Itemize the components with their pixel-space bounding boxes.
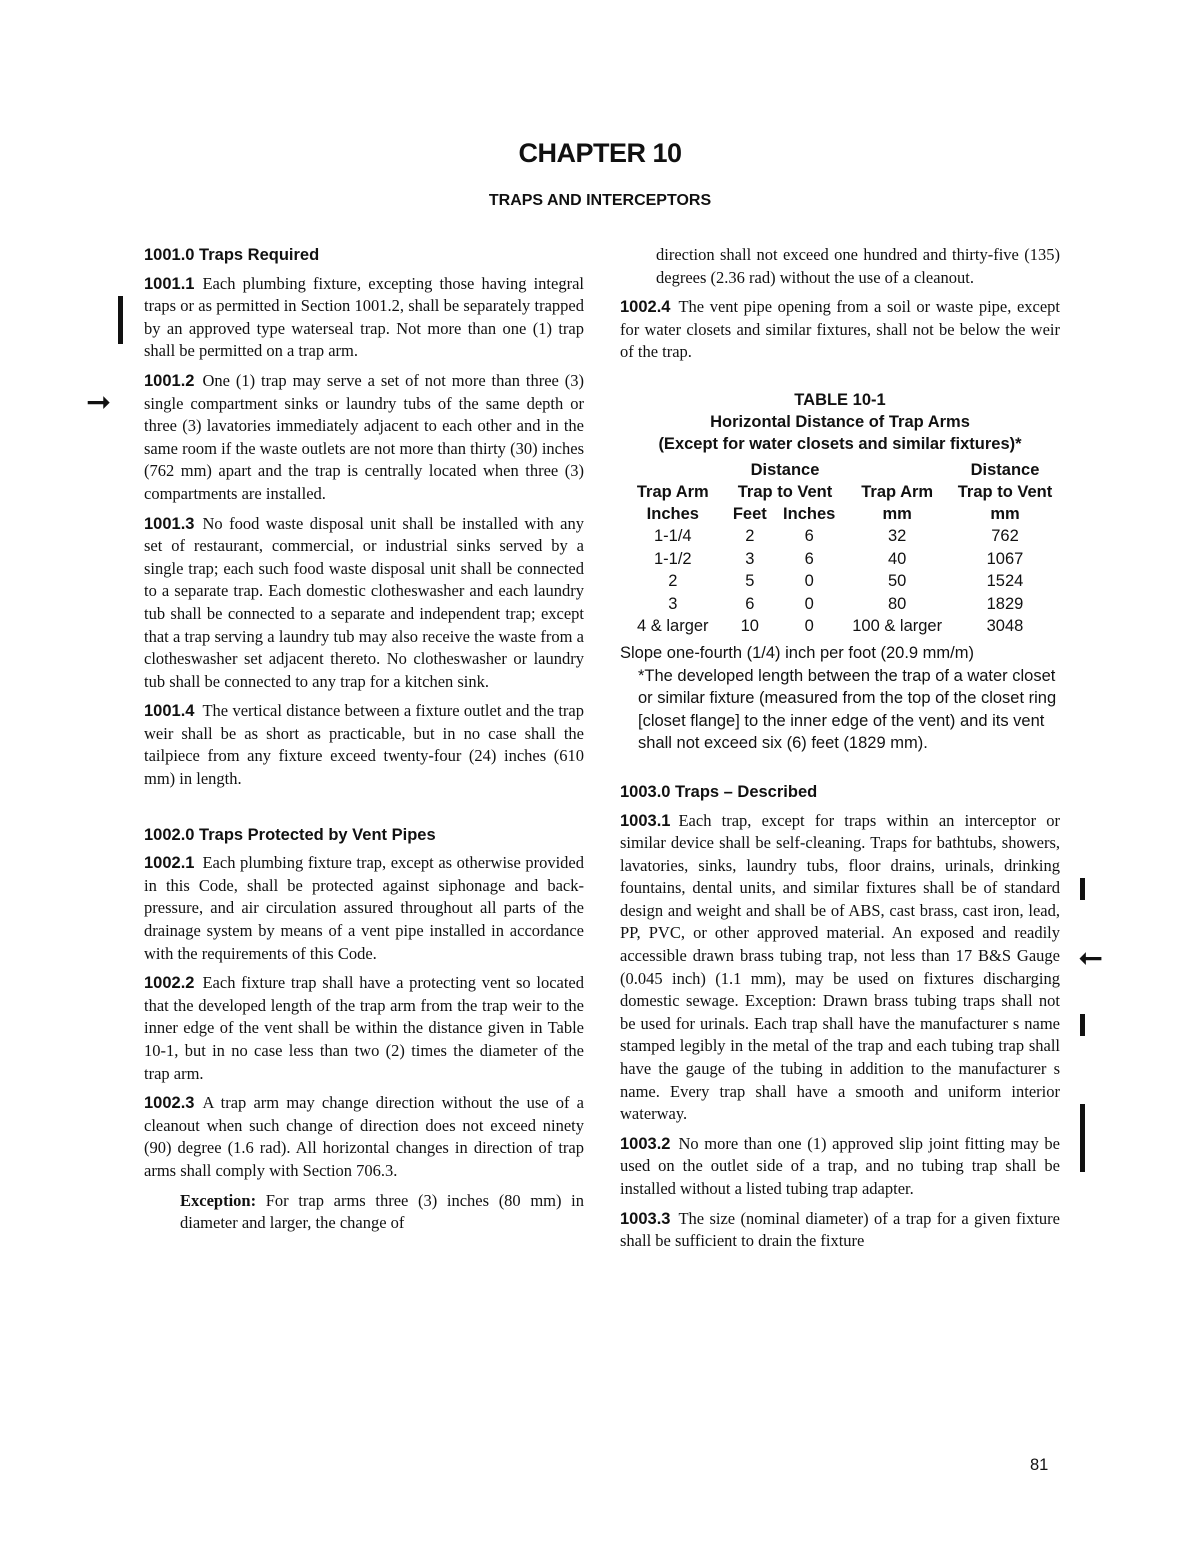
revision-bar [118, 296, 123, 344]
table-cell: 6 [745, 594, 755, 613]
paragraph-text: No more than one (1) approved slip joint fitting may be used on the outlet side of a trap, and no tubing trap shall be installed without a listed tubing trap adapter. [620, 1133, 1060, 1198]
table-title: TABLE 10-1 [794, 390, 886, 409]
table-subtitle-note: (Except for water closets and similar fixtures)* [658, 434, 1022, 453]
paragraph-1001-4 [144, 700, 584, 790]
header-cell [620, 459, 726, 481]
paragraph-text: Each plumbing fixture trap, except as otherwise provided in this Code, shall be protected against siphonage and back-pressure, and air circulation assured throughout all parts of the drainage system by means of a vent pipe installed in accordance with the requirements of this Code. [144, 853, 584, 963]
table-cell: 80 [887, 594, 907, 613]
table-cell: 40 [887, 549, 907, 568]
table-cell: 6 [804, 526, 814, 545]
table-cell: 1-1/2 [653, 549, 692, 568]
paragraph-text: Each fixture trap shall have a protecting vent so located that the developed length of the trap arm from the trap weir to the inner edge of the vent shall be within the distance given in Table 10-1, but in no case less than two (2) times the diameter of the trap arm. [144, 973, 584, 1083]
paragraph-1002-1 [144, 852, 584, 965]
section-number: 1003.3 [620, 1209, 671, 1228]
paragraph-1002-3 [144, 1092, 584, 1182]
table-cell: 50 [887, 572, 907, 591]
paragraph-text: One (1) trap may serve a set of not more than three (3) single compartment sinks or laundry tubs of the same depth or three (3) lavatories immediately adjacent to each other and in the same room if the waste outlets are not more than thirty (30) inches (762 mm) apart and the trap is centrally located when three (3) compartments are installed. [144, 370, 584, 503]
header-cell [844, 459, 950, 481]
section-number: 1002.3 [144, 1094, 195, 1113]
revision-bar [1080, 878, 1085, 900]
exception-text: For trap arms three (3) inches (80 mm) in diameter and larger, the change of [180, 1190, 584, 1233]
table-cell: 2 [745, 526, 755, 545]
paragraph-text: Each plumbing fixture, excepting those having integral traps or as permitted in Section 1001.2, shall be separately trapped by an approved type waterseal trap. Not more than one (1) trap shall be permitted on a trap arm. [144, 273, 584, 361]
header-cell: mm [882, 504, 912, 523]
section-gap [144, 798, 584, 824]
paragraph-1002-2 [144, 972, 584, 1085]
section-number: 1003.2 [620, 1134, 671, 1153]
table-cell: 1067 [986, 549, 1024, 568]
table-cell: 3 [745, 549, 755, 568]
table-footnote: *The developed length between the trap of a water closet or similar fixture (measured from the top of the closet ring [closet flange] to the inner edge of the vent) and its vent shall not exceed six (6) feet (1829 mm). [638, 666, 1057, 753]
section-heading-1002: 1002.0 Traps Protected by Vent Pipes [144, 825, 436, 844]
revision-bar [1080, 1104, 1085, 1172]
section-number: 1002.2 [144, 974, 195, 993]
table-cell: 4 & larger [637, 617, 709, 636]
paragraph-1002-4 [620, 296, 1060, 364]
right-column [620, 244, 1060, 1260]
chapter-title: CHAPTER 10 [518, 138, 682, 168]
paragraph-1001-2 [144, 370, 584, 506]
section-number: 1001.3 [144, 514, 195, 533]
table-cell: 0 [804, 617, 814, 636]
arrow-icon: ➞ [86, 385, 112, 420]
paragraph-text: No food waste disposal unit shall be installed with any set of restaurant, commercial, or industrial sinks served by a single trap; each such food waste disposal unit shall be connected to a separate trap. Each domestic clotheswasher and each laundry tub shall be connected to a separate and independent trap; except that a trap serving a laundry tub may also receive the waste from a clotheswasher set adjacent thereto. No clotheswasher or laundry tub shall be connected to any trap for a kitchen sink. [144, 513, 584, 691]
table-cell: 5 [745, 572, 755, 591]
table-row [620, 593, 1060, 616]
section-number: 1002.4 [620, 298, 671, 317]
section-gap [620, 755, 1060, 781]
table-cell: 100 & larger [852, 617, 943, 636]
table-cell: 1829 [986, 594, 1024, 613]
table-cell: 0 [804, 594, 814, 613]
revision-bar [1080, 1014, 1085, 1036]
header-cell: Inches [783, 504, 836, 523]
table-slope-note: Slope one-fourth (1/4) inch per foot (20.9 mm/m) [620, 643, 974, 662]
section-number: 1002.1 [144, 854, 195, 873]
table-cell: 1-1/4 [653, 526, 692, 545]
table-header-row [620, 481, 1060, 503]
paragraph-1003-1 [620, 810, 1060, 1126]
paragraph-text: The vent pipe opening from a soil or waste pipe, except for water closets and similar fixtures, shall not be below the weir of the trap. [620, 297, 1060, 362]
table-cell: 1524 [986, 572, 1024, 591]
table-row [620, 525, 1060, 548]
section-heading-1001: 1001.0 Traps Required [144, 246, 320, 264]
table-cell: 0 [804, 572, 814, 591]
paragraph-text: Each trap, except for traps within an interceptor or similar device shall be self-cleaning. Traps for bathtubs, showers, lavatories, sinks, laundry tubs, floor drains, urinals, drinking fountains, dental units, and similar fixtures shall be of standard design and weight and shall be of ABS, cast brass, cast iron, lead, PP, PVC, or other approved material. An exposed and readily accessible drawn brass tubing trap, not less than 17 B&S Gauge (0.045 inch) (1.1 mm), may be used on fixtures discharging domestic sewage. Exception: Drawn brass tubing traps shall not be used for urinals. Each trap shall have the manufacturer s name stamped legibly in the metal of the trap and each tubing trap shall have the gauge of the tubing in addition to the manufacturer s name. Every trap shall have a smooth and uniform interior waterway. [620, 810, 1060, 1124]
paragraph-text: The vertical distance between a fixture outlet and the trap weir shall be as short as practicable, but in no case shall the tailpiece from any fixture exceed twenty-four (24) inches (610 mm) in length. [144, 701, 584, 789]
header-cell: Trap Arm [636, 482, 709, 501]
paragraph-1003-2 [620, 1133, 1060, 1201]
paragraph-1001-3 [144, 513, 584, 694]
table-subtitle: Horizontal Distance of Trap Arms [710, 412, 970, 431]
header-cell: mm [990, 504, 1020, 523]
paragraph-text: The size (nominal diameter) of a trap for a given fixture shall be sufficient to drain the fixture [620, 1208, 1060, 1251]
table-header-row [620, 503, 1060, 525]
table-cell: 6 [804, 549, 814, 568]
paragraph-1001-1 [144, 273, 584, 363]
exception-label: Exception: [180, 1190, 257, 1210]
header-cell: Trap Arm [861, 482, 934, 501]
table-cell: 3048 [986, 617, 1024, 636]
chapter-subtitle: TRAPS AND INTERCEPTORS [488, 192, 712, 209]
table-cell: 2 [668, 572, 678, 591]
left-column [144, 244, 584, 1235]
section-number: 1003.1 [620, 811, 671, 830]
table-cell: 32 [887, 526, 907, 545]
header-cell: Distance [750, 460, 820, 479]
section-number: 1001.1 [144, 274, 195, 293]
header-cell: Trap to Vent [737, 482, 833, 501]
table-row [620, 570, 1060, 593]
table-cell: 3 [668, 594, 678, 613]
header-cell: Distance [970, 460, 1040, 479]
table-cell: 10 [740, 617, 759, 636]
table-cell: 762 [991, 526, 1019, 545]
section-number: 1001.4 [144, 702, 195, 721]
header-cell: Feet [732, 504, 767, 523]
paragraph-text: A trap arm may change direction without the use of a cleanout when such change of direction does not exceed ninety (90) degree (1.6 rad). All horizontal changes in direction of trap arms shall comply with Section 706.3. [144, 1093, 584, 1180]
paragraph-1003-3 [620, 1208, 1060, 1253]
table-header-row [620, 459, 1060, 481]
section-heading-1003: 1003.0 Traps – Described [620, 782, 818, 801]
arrow-icon: ➞ [1078, 941, 1104, 976]
table-row [620, 548, 1060, 571]
table-row [620, 615, 1060, 638]
page-number: 81 [1030, 1456, 1049, 1474]
header-cell: Inches [646, 504, 699, 523]
exception-continuation: direction shall not exceed one hundred and thirty-five (135) degrees (2.36 rad) without the use of a cleanout. [656, 245, 1060, 287]
header-cell: Trap to Vent [957, 482, 1053, 501]
section-number: 1001.2 [144, 371, 195, 390]
trap-arm-table [620, 459, 1060, 638]
exception-1002-3 [144, 1190, 584, 1235]
